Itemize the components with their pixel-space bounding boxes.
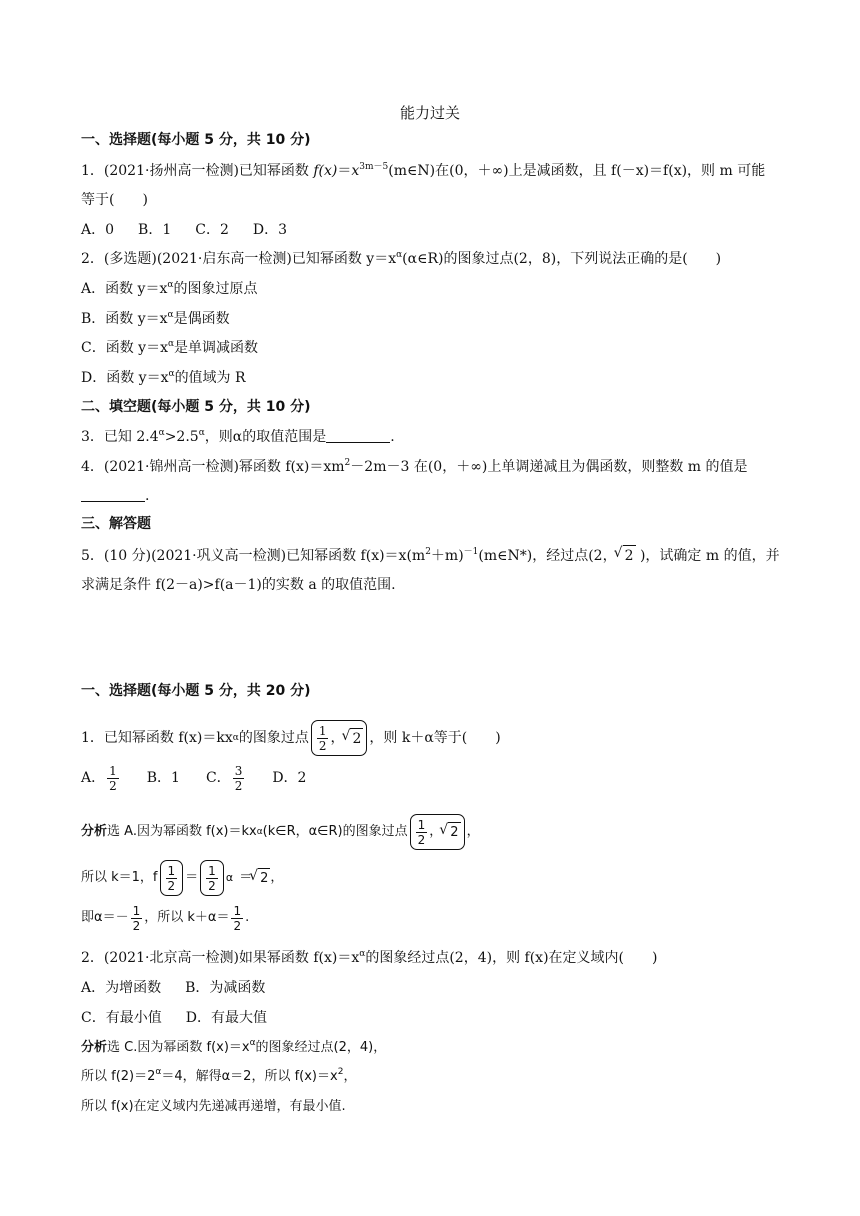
option-c: C．2 bbox=[195, 222, 229, 238]
sqrt-symbol: √ 2 bbox=[448, 822, 460, 843]
section-heading-choice: 一、选择题(每小题 5 分，共 10 分) bbox=[81, 132, 311, 148]
question-2-option-d: D．函数 $y=x^\alpha$的值域为 R bbox=[81, 369, 246, 386]
analysis-1-line-1: 分析 选 A.因为幂函数 f(x)＝kx α (k∈R，α∈R)的图象过点 $\frac{1}{2}$ ， √ 2 ， bbox=[81, 812, 480, 852]
question-2-2-options-row-2: C．有最小值 D．有最大值 bbox=[81, 1010, 267, 1026]
question-3: 3．已知 $2.4^\alpha>2.5^\alpha$，则α的取值范围是 . bbox=[81, 428, 395, 445]
question-4: 4．(2021·锦州高一检测)幂函数 $f(x)=xm^2-2m-3$ 在(0，＋∞)上单调递减且为偶函数，则整数 m 的值是 bbox=[81, 458, 748, 475]
section-heading-fill: 二、填空题(每小题 5 分，共 10 分) bbox=[81, 399, 311, 415]
question-1-options bbox=[81, 220, 311, 240]
answer-blank bbox=[81, 487, 145, 502]
question-2-option-c: C．函数 $y=x^\alpha$是单调减函数 bbox=[81, 339, 259, 356]
analysis-1-line-2: 所以 k＝1，f $\frac{1}{2}$ ＝ $\frac{1}{2}$ α ＝ √ 2 ， bbox=[81, 858, 283, 898]
question-2-1-options: A． $\frac{1}{2}$ B．1 C． $\frac{3}{2}$ D．2 bbox=[81, 763, 307, 793]
answer-blank bbox=[326, 428, 390, 443]
section-heading-solve: 三、解答题 bbox=[81, 516, 151, 532]
question-2-2-options-row-1: A．为增函数 B．为减函数 bbox=[81, 980, 266, 996]
sqrt-symbol: √ 2 bbox=[623, 545, 636, 566]
analysis-2-line-3: 所以 f(x)在定义域内先递减再递增，有最小值. bbox=[81, 1099, 346, 1114]
sqrt-symbol: √ 2 bbox=[258, 868, 270, 889]
question-1: 1．(2021·扬州高一检测)已知幂函数 $f(x)=x^{3m-5}(m\in N)$在(0，＋∞)上是减函数，且 f(－x)＝f(x)，则 m 可能 bbox=[81, 162, 766, 179]
page-title: 能力过关 bbox=[399, 104, 460, 122]
question-2: 2．(多选题)(2021·启东高一检测)已知幂函数 $y=x^\alpha(\alpha\in R)$的图象过点(2，8)，下列说法正确的是( ) bbox=[81, 250, 722, 267]
question-2-2: 2．(2021·北京高一检测)如果幂函数 $f(x)=x^\alpha$的图象经过点(2，4)，则 f(x)在定义域内( ) bbox=[81, 949, 658, 966]
sqrt-symbol: √ 2 bbox=[350, 728, 363, 749]
analysis-2-line-1: 分析选 C.因为幂函数 $f(x)=x^\alpha$的图象经过点(2，4)， bbox=[81, 1038, 387, 1055]
option-b: B．1 bbox=[138, 222, 172, 238]
question-2-option-a: A．函数 $y=x^\alpha$的图象过原点 bbox=[81, 280, 258, 297]
option-a: A．0 bbox=[81, 222, 115, 238]
question-1-cont: 等于( ) bbox=[81, 192, 148, 208]
question-4-cont: . bbox=[81, 486, 149, 506]
question-2-option-b: B．函数 $y=x^\alpha$是偶函数 bbox=[81, 310, 230, 327]
analysis-1-line-3: 即α＝－ $\frac{1}{2}$ ，所以 k＋α＝ $\frac{1}{2}$ . bbox=[81, 903, 250, 933]
section-heading-choice-2: 一、选择题(每小题 5 分，共 20 分) bbox=[81, 683, 311, 699]
point-bracket: $\frac{1}{2}$ ， √ 2 bbox=[311, 720, 368, 756]
option-d: D．3 bbox=[252, 222, 287, 238]
point-bracket: $\frac{1}{2}$ ， √ 2 bbox=[410, 814, 465, 850]
question-5-cont: 求满足条件 f(2－a)>f(a－1)的实数 a 的取值范围. bbox=[81, 577, 396, 593]
question-5: 5．(10 分)(2021·巩义高一检测)已知幂函数 $f(x)=x(m^2+m)^{-1}(m\in N*)$，经过点(2，√ 2 )，试确定 m 的值，并 bbox=[81, 545, 780, 566]
analysis-2-line-2: 所以 $f(2)=2^\alpha=4$，解得α＝2，所以 $f(x)=x^2$， bbox=[81, 1067, 357, 1084]
question-2-1: 1．已知幂函数 f(x)＝kx α 的图象过点 $\frac{1}{2}$ ， √ 2 ，则 k＋α等于( ) bbox=[81, 718, 501, 758]
